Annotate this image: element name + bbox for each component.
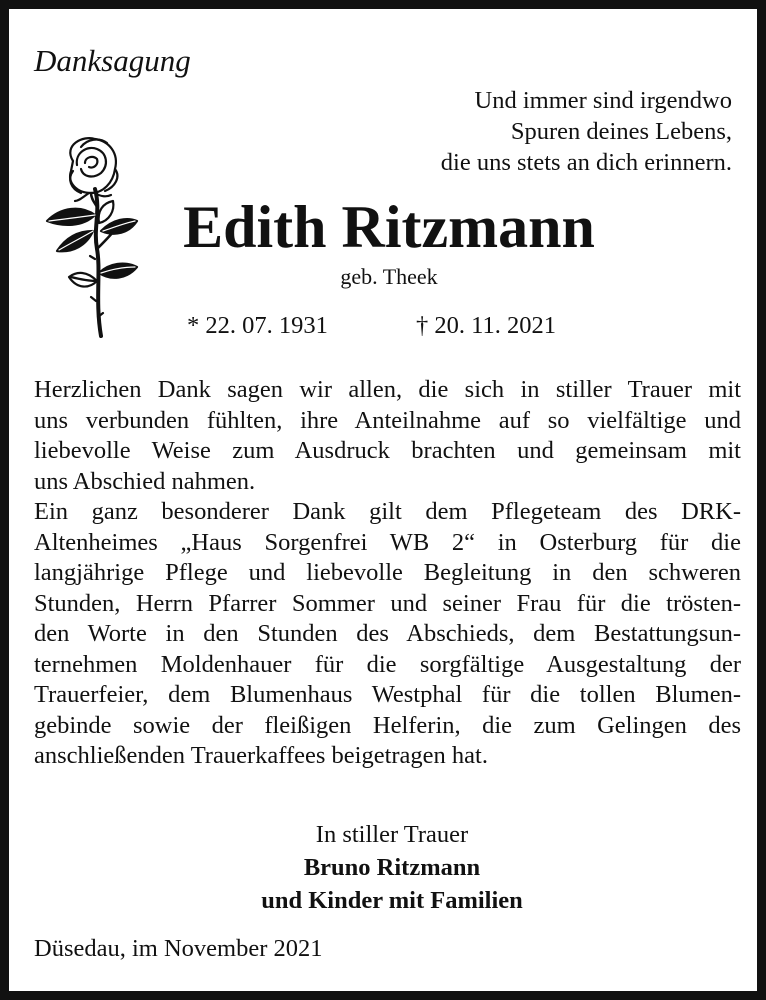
deceased-name: Edith Ritzmann — [183, 194, 595, 260]
quote — [441, 85, 732, 178]
thanks-line: Herzlichen Dank sagen wir allen, die sich in stiller Trauer mit — [34, 376, 741, 403]
thanks-line: langjährige Pflege und liebevolle Begleitung in den schweren — [34, 559, 741, 586]
thanks-line: Ein ganz besonderer Dank gilt dem Pflegeteam des DRK- — [34, 498, 741, 525]
quote-line: Und immer sind irgendwo — [474, 87, 732, 114]
thanks-line: uns Abschied nahmen. — [34, 467, 256, 495]
thanks-line: gebinde sowie der fleißigen Helferin, die zum Gelingen des — [34, 711, 741, 739]
quote-line: die uns stets an dich erinnern. — [440, 149, 732, 176]
maiden-name: geb. Theek — [340, 264, 438, 289]
signature-name: Bruno Ritzmann — [303, 854, 481, 881]
signature-family: und Kinder mit Familien — [261, 887, 523, 914]
quote-line: Spuren deines Lebens, — [510, 118, 732, 145]
thanks-line: den Worte in den Stunden des Abschieds, dem Bestattungsun- — [34, 620, 741, 647]
thanks-line: ternehmen Moldenhauer für die sorgfältige Ausgestaltung der — [34, 650, 741, 678]
heading: Danksagung — [34, 43, 191, 78]
thanks-line: uns verbunden fühlten, ihre Anteilnahme auf so vielfältige und — [34, 406, 741, 434]
thanks-line: liebevolle Weise zum Ausdruck brachten und gemeinsam mit — [34, 437, 741, 464]
place-date: Düsedau, im November 2021 — [34, 935, 323, 962]
signature-intro: In stiller Trauer — [315, 821, 469, 848]
signature — [192, 818, 592, 917]
thanks-text — [34, 375, 741, 772]
thanks-line: anschließenden Trauerkaffees beigetragen hat. — [34, 742, 488, 769]
thanks-line: Trauerfeier, dem Blumenhaus Westphal für die tollen Blumen- — [34, 681, 741, 708]
birth-date: * 22. 07. 1931 — [187, 312, 328, 339]
death-date: † 20. 11. 2021 — [416, 312, 556, 339]
thanks-line: Stunden, Herrn Pfarrer Sommer und seiner Frau für die trösten- — [34, 589, 741, 617]
thanks-line: Altenheimes „Haus Sorgenfrei WB 2“ in Osterburg für die — [34, 528, 741, 556]
